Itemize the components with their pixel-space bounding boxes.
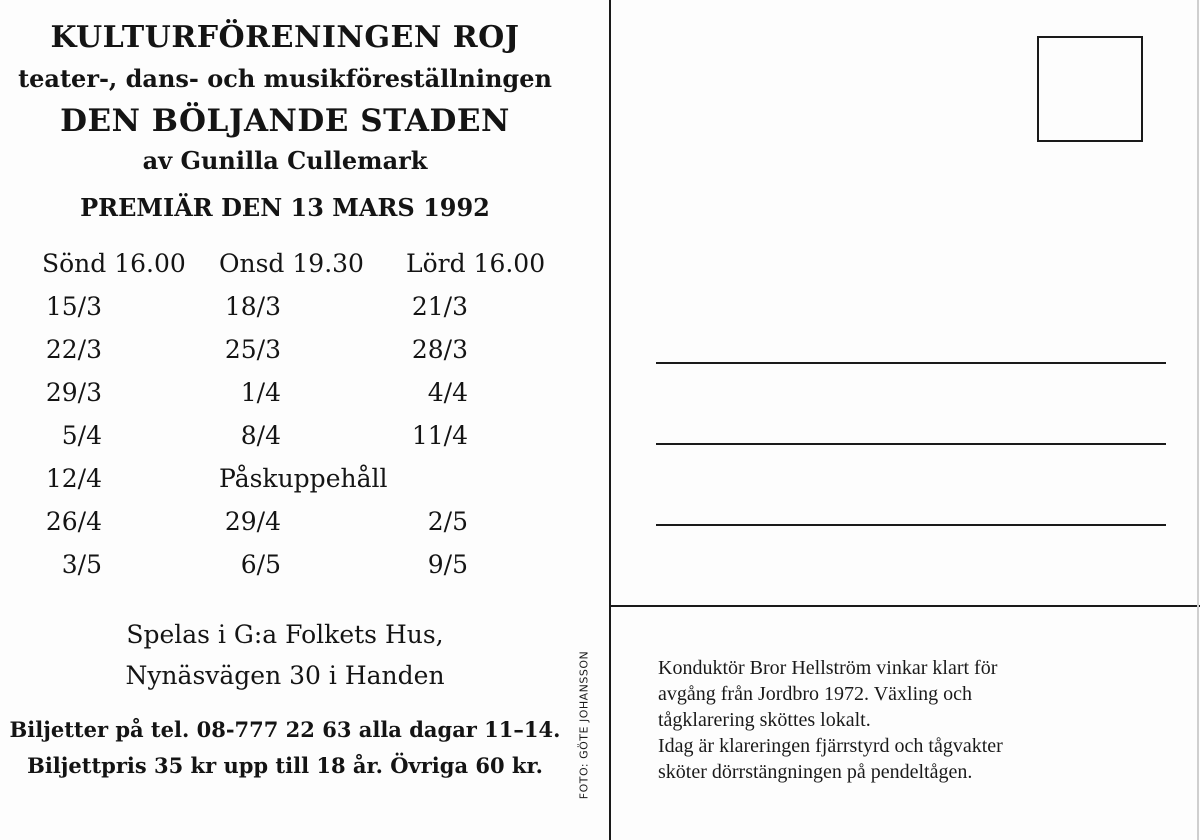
schedule-date: 29/3	[45, 378, 102, 407]
stamp-box	[1037, 36, 1143, 142]
venue-line-2: Nynäsvägen 30 i Handen	[125, 661, 445, 690]
schedule-date: 6/5	[240, 550, 281, 579]
schedule-header-wednesday: Onsd 19.30	[219, 249, 364, 278]
schedule-date: 26/4	[45, 507, 102, 536]
address-line	[656, 524, 1166, 526]
venue-line-1: Spelas i G:a Folkets Hus,	[126, 620, 444, 649]
photo-credit: FOTO: GÖTE JOHANSSON	[577, 650, 591, 800]
schedule-date: 25/3	[224, 335, 281, 364]
schedule-date: 12/4	[45, 464, 102, 493]
schedule-date: 5/4	[61, 421, 102, 450]
vertical-divider	[609, 0, 611, 840]
schedule-date: 9/5	[427, 550, 468, 579]
schedule-date: 22/3	[45, 335, 102, 364]
card-edge	[1197, 0, 1199, 840]
ticket-price-info: Biljettpris 35 kr upp till 18 år. Övriga 60 kr.	[27, 753, 543, 778]
schedule-header-saturday: Lörd 16.00	[406, 249, 546, 278]
schedule-date: 8/4	[240, 421, 281, 450]
schedule-date: 28/3	[411, 335, 468, 364]
play-author: av Gunilla Cullemark	[142, 146, 428, 175]
play-title: DEN BÖLJANDE STADEN	[60, 103, 510, 139]
schedule-date: 11/4	[411, 421, 468, 450]
caption-line: tågklarering sköttes lokalt.	[658, 709, 871, 731]
organization-name: KULTURFÖRENINGEN ROJ	[50, 20, 520, 55]
schedule-date: 29/4	[224, 507, 281, 536]
caption-line: Konduktör Bror Hellström vinkar klart för	[658, 657, 998, 679]
ticket-phone-info: Biljetter på tel. 08-777 22 63 alla dagar 11–14.	[9, 717, 561, 742]
address-line	[656, 362, 1166, 364]
horizontal-divider	[611, 605, 1200, 607]
schedule-date: 4/4	[427, 378, 468, 407]
schedule-date: 15/3	[45, 292, 102, 321]
schedule-header-sunday: Sönd 16.00	[42, 249, 186, 278]
photo-caption	[658, 655, 1178, 785]
caption-line: Idag är klareringen fjärrstyrd och tågvakter	[658, 735, 1003, 757]
caption-line: avgång från Jordbro 1972. Växling och	[658, 683, 973, 705]
schedule-date: 1/4	[240, 378, 281, 407]
address-line	[656, 443, 1166, 445]
performance-genre: teater-, dans- och musikföreställningen	[18, 64, 552, 93]
schedule-date: 3/5	[61, 550, 102, 579]
schedule-date: 21/3	[411, 292, 468, 321]
premiere-date: PREMIÄR DEN 13 MARS 1992	[80, 193, 490, 222]
easter-break-note: Påskuppehåll	[219, 464, 388, 493]
schedule-date: 18/3	[224, 292, 281, 321]
caption-line: sköter dörrstängningen på pendeltågen.	[658, 761, 973, 783]
schedule-date: 2/5	[427, 507, 468, 536]
